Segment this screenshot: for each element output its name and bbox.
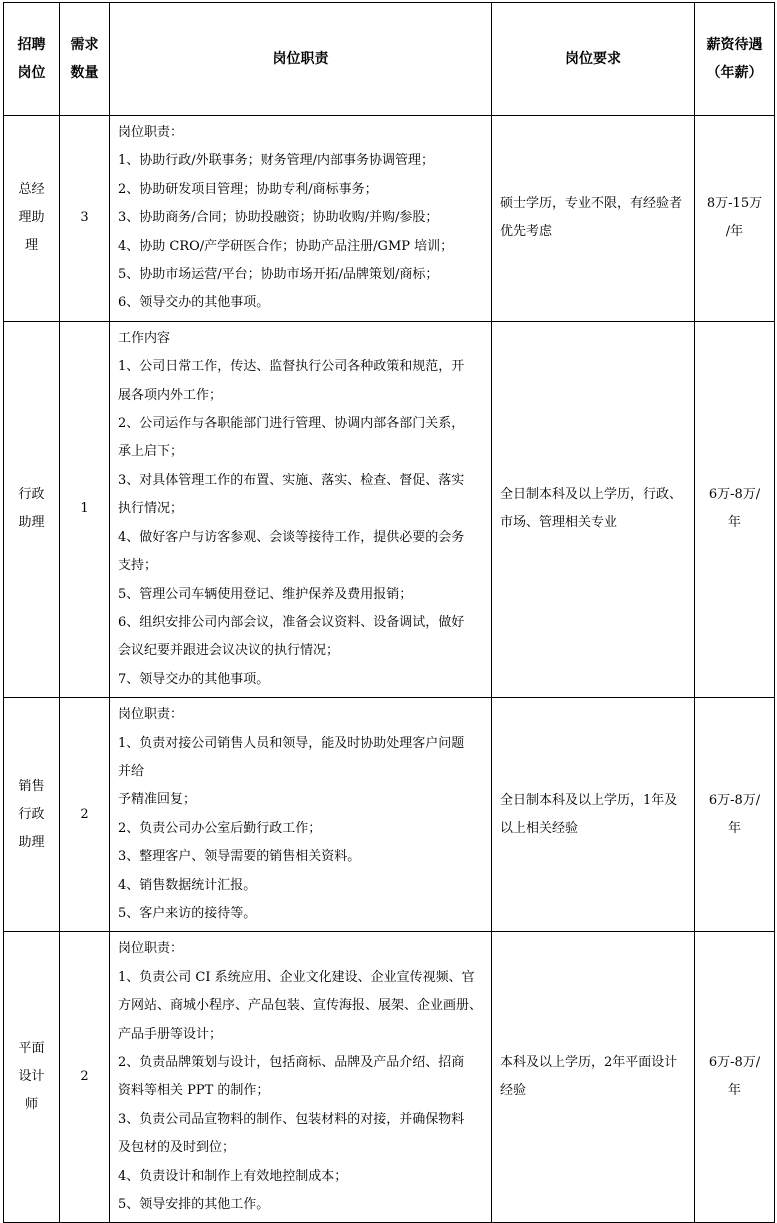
header-row	[4, 3, 775, 116]
count-cell: 2	[60, 932, 110, 1223]
requirements-cell: 全日制本科及以上学历，1年及 以上相关经验	[492, 698, 695, 932]
position-cell: 总经 理助 理	[4, 116, 60, 322]
requirements-cell: 硕士学历，专业不限，有经验者 优先考虑	[492, 116, 695, 322]
position-cell: 行政 助理	[4, 321, 60, 697]
table-row	[4, 116, 775, 322]
recruitment-table	[3, 2, 775, 1223]
salary-cell: 6万-8万/ 年	[695, 321, 775, 697]
position-cell: 平面 设计 师	[4, 932, 60, 1223]
count-cell: 2	[60, 698, 110, 932]
position-cell: 销售 行政 助理	[4, 698, 60, 932]
count-cell: 1	[60, 321, 110, 697]
salary-cell: 6万-8万/ 年	[695, 698, 775, 932]
requirements-cell: 本科及以上学历，2年平面设计 经验	[492, 932, 695, 1223]
table-row	[4, 932, 775, 1223]
requirements-cell: 全日制本科及以上学历，行政、 市场、管理相关专业	[492, 321, 695, 697]
table-row	[4, 698, 775, 932]
header-requirements: 岗位要求	[492, 3, 695, 116]
salary-cell: 6万-8万/ 年	[695, 932, 775, 1223]
header-salary: 薪资待遇 （年薪）	[695, 3, 775, 116]
count-cell: 3	[60, 116, 110, 322]
duties-cell: 岗位职责： 1、负责公司 CI 系统应用、企业文化建设、企业宣传视频、官 方网站、商城小程序、产品包装、宣传海报、展架、企业画册、 产品手册等设计； 2、负责品牌策划与设计，包括商标、品牌及产品介绍、招商 资料等相关 PPT 的制作； 3、负责公司品宣物料的制作、包装材料的对接，并确保物料 及包材的及时到位； 4、负责设计和制作上有效地控制成本； 5、领导安排的其他工作。	[110, 932, 492, 1223]
header-count: 需求 数量	[60, 3, 110, 116]
table-row	[4, 321, 775, 697]
duties-cell: 工作内容 1、公司日常工作，传达、监督执行公司各种政策和规范，开 展各项内外工作； 2、公司运作与各职能部门进行管理、协调内部各部门关系， 承上启下； 3、对具体管理工作的布置、实施、落实、检查、督促、落实 执行情况； 4、做好客户与访客参观、会谈等接待工作，提供必要的会务 支持； 5、管理公司车辆使用登记、维护保养及费用报销； 6、组织安排公司内部会议，准备会议资料、设备调试，做好 会议纪要并跟进会议决议的执行情况； 7、领导交办的其他事项。	[110, 321, 492, 697]
header-position: 招聘 岗位	[4, 3, 60, 116]
header-duties: 岗位职责	[110, 3, 492, 116]
salary-cell: 8万-15万 /年	[695, 116, 775, 322]
duties-cell: 岗位职责： 1、负责对接公司销售人员和领导，能及时协助处理客户问题 并给 予精准回复； 2、负责公司办公室后勤行政工作； 3、整理客户、领导需要的销售相关资料。 4、销售数据统计汇报。 5、客户来访的接待等。	[110, 698, 492, 932]
duties-cell: 岗位职责： 1、协助行政/外联事务；财务管理/内部事务协调管理； 2、协助研发项目管理；协助专利/商标事务； 3、协助商务/合同；协助投融资；协助收购/并购/参股； 4、协助 CRO/产学研医合作；协助产品注册/GMP 培训； 5、协助市场运营/平台；协助市场开拓/品牌策划/商标； 6、领导交办的其他事项。	[110, 116, 492, 322]
